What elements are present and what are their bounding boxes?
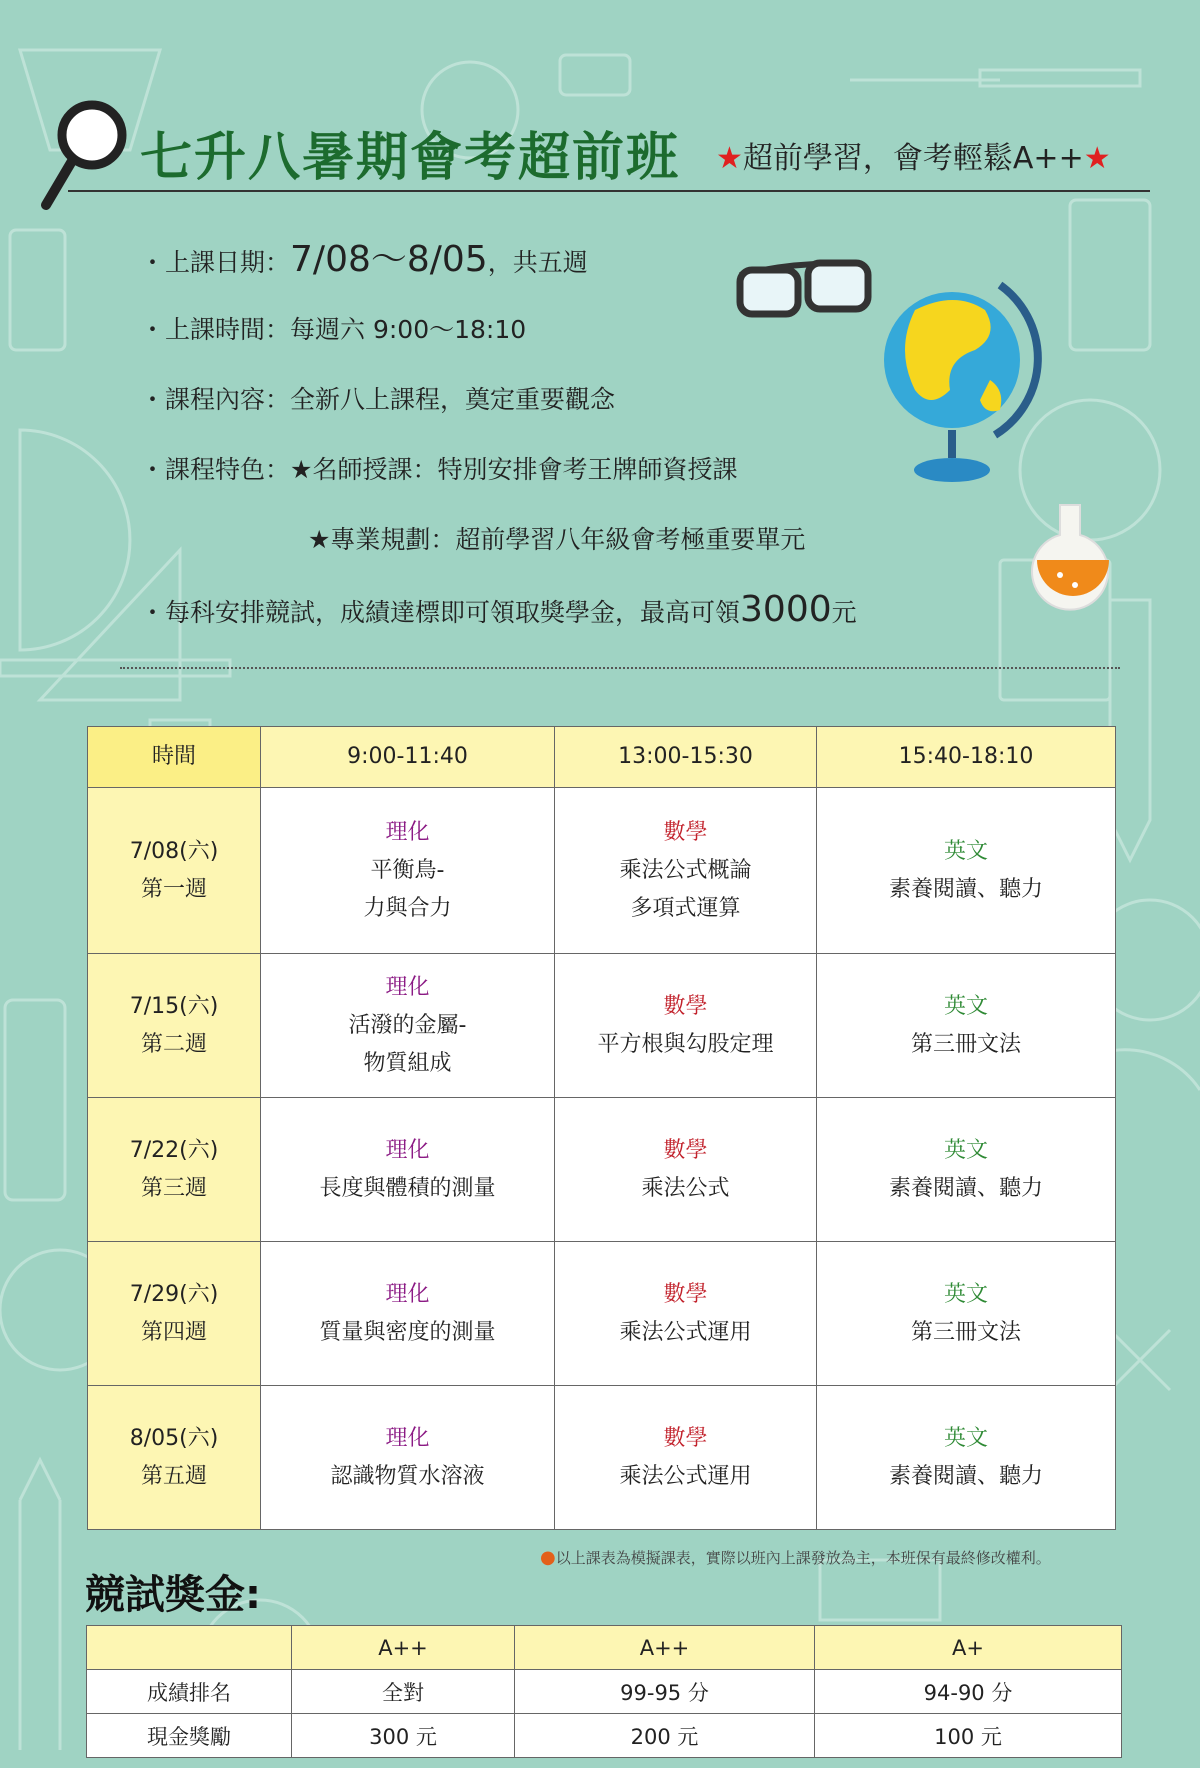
prize-row [87,1714,1122,1758]
time-value: 每週六 9:00～18:10 [290,315,527,344]
flask-icon [1032,505,1109,610]
subtitle-text: 超前學習，會考輕鬆A++ [742,141,1084,176]
prize-cell: 全對 [292,1670,515,1714]
topic-label: 活潑的金屬- 物質組成 [348,1012,467,1076]
header-slot-3: 15:40-18:10 [817,727,1116,788]
subject-label: 數學 [663,1281,708,1307]
subject-label: 英文 [943,1425,988,1451]
prize-header: A++ [515,1626,815,1670]
info-date [140,235,960,305]
star-icon: ★ [716,141,743,176]
schedule-table [87,726,1116,1530]
info-feature-2 [140,515,960,585]
scholarship-amount: 3000 [740,589,832,630]
topic-label: 第三冊文法 [910,1031,1021,1057]
schedule-class-cell [261,1242,555,1386]
time-label: 上課時間： [165,315,291,344]
subject-label: 英文 [943,838,988,864]
topic-label: 平衡鳥- 力與合力 [363,857,452,921]
date-label: 上課日期： [165,248,291,277]
magnifier-icon [40,95,140,215]
prize-cell: 成績排名 [87,1670,292,1714]
info-time [140,305,960,375]
prize-cell: 現金獎勵 [87,1714,292,1758]
schedule-class-cell [555,1386,817,1530]
schedule-row [88,788,1116,954]
schedule-class-cell [817,1098,1116,1242]
schedule-date-cell [88,1386,261,1530]
info-content [140,375,960,445]
schedule-note [540,1547,1051,1568]
schedule-row [88,954,1116,1098]
course-info [140,235,960,655]
note-text: 以上課表為模擬課表，實際以班內上課發放為主，本班保有最終修改權利。 [555,1549,1051,1567]
header-slot-2: 13:00-15:30 [555,727,817,788]
date-suffix: ，共五週 [487,248,588,277]
schedule-date: 7/22(六) [129,1137,219,1163]
info-scholarship [140,585,960,655]
prize-cell: 94-90 分 [815,1670,1122,1714]
schedule-row [88,1098,1116,1242]
topic-label: 素養閱讀、聽力 [888,1175,1043,1201]
schedule-class-cell [817,1386,1116,1530]
info-feature [140,445,960,515]
title-row [40,95,1160,195]
bullet: ・ [140,315,166,344]
subject-label: 數學 [663,1137,708,1163]
schedule-week: 第五週 [140,1463,207,1489]
date-value: 7/08～8/05 [290,239,488,280]
schedule-class-cell [555,1242,817,1386]
topic-label: 第三冊文法 [910,1319,1021,1345]
schedule-date-cell [88,1242,261,1386]
prize-cell: 99-95 分 [515,1670,815,1714]
bullet: ・ [140,598,166,627]
schedule-row [88,1242,1116,1386]
schedule-date-cell [88,1098,261,1242]
subject-label: 英文 [943,1281,988,1307]
topic-label: 素養閱讀、聽力 [888,876,1043,902]
prize-table [86,1625,1122,1758]
schedule-week: 第一週 [140,876,207,902]
schedule-class-cell [261,788,555,954]
prize-cell: 200 元 [515,1714,815,1758]
feature-2: ★專業規劃：超前學習八年級會考極重要單元 [308,525,806,554]
schedule-header-row [88,727,1116,788]
schedule-class-cell [817,954,1116,1098]
header-time: 時間 [88,727,261,788]
page-subtitle [716,133,1111,177]
subject-label: 英文 [943,993,988,1019]
schedule-date: 7/29(六) [129,1281,219,1307]
subject-label: 理化 [385,974,430,1000]
topic-label: 乘法公式概論 多項式運算 [619,857,752,921]
schedule-date: 7/08(六) [129,838,219,864]
schedule-date-cell [88,788,261,954]
topic-label: 認識物質水溶液 [330,1463,485,1489]
prize-cell: 300 元 [292,1714,515,1758]
schedule-date-cell [88,954,261,1098]
bullet-dot-icon: ● [540,1547,556,1568]
topic-label: 平方根與勾股定理 [597,1031,774,1057]
prize-row [87,1670,1122,1714]
subject-label: 數學 [663,1425,708,1451]
subject-label: 理化 [385,1425,430,1451]
subject-label: 理化 [385,819,430,845]
schedule-class-cell [261,954,555,1098]
feature-label: 課程特色： [165,455,291,484]
schedule-class-cell [261,1098,555,1242]
topic-label: 乘法公式 [641,1175,730,1201]
schedule-class-cell [555,1098,817,1242]
schedule-date: 7/15(六) [129,993,219,1019]
schedule-class-cell [261,1386,555,1530]
prize-header: A++ [292,1626,515,1670]
topic-label: 質量與密度的測量 [319,1319,496,1345]
bullet: ・ [140,248,166,277]
subject-label: 理化 [385,1137,430,1163]
title-underline [68,190,1150,192]
bullet: ・ [140,385,166,414]
schedule-row [88,1386,1116,1530]
prize-header [87,1626,292,1670]
dotted-divider [120,667,1120,669]
topic-label: 長度與體積的測量 [319,1175,496,1201]
feature-1: ★名師授課：特別安排會考王牌師資授課 [290,455,738,484]
schedule-class-cell [817,1242,1116,1386]
subject-label: 英文 [943,1137,988,1163]
schedule-week: 第二週 [140,1031,207,1057]
star-icon: ★ [1083,141,1111,176]
subject-label: 數學 [663,819,708,845]
schedule-class-cell [555,788,817,954]
topic-label: 乘法公式運用 [619,1463,752,1489]
scholarship-text: 每科安排競試，成績達標即可領取獎學金，最高可領 [165,598,741,627]
schedule-date: 8/05(六) [129,1425,219,1451]
page-title: 七升八暑期會考超前班 [140,127,681,188]
scholarship-unit: 元 [831,598,857,627]
prize-cell: 100 元 [815,1714,1122,1758]
topic-label: 乘法公式運用 [619,1319,752,1345]
schedule-week: 第三週 [140,1175,207,1201]
subject-label: 數學 [663,993,708,1019]
subject-label: 理化 [385,1281,430,1307]
prize-title: 競試獎金: [85,1572,261,1618]
prize-header-row [87,1626,1122,1670]
content-label: 課程內容： [165,385,291,414]
topic-label: 素養閱讀、聽力 [888,1463,1043,1489]
bullet: ・ [140,455,166,484]
prize-header: A+ [815,1626,1122,1670]
content-value: 全新八上課程，奠定重要觀念 [290,385,616,414]
schedule-class-cell [817,788,1116,954]
schedule-week: 第四週 [140,1319,207,1345]
header-slot-1: 9:00-11:40 [261,727,555,788]
schedule-class-cell [555,954,817,1098]
